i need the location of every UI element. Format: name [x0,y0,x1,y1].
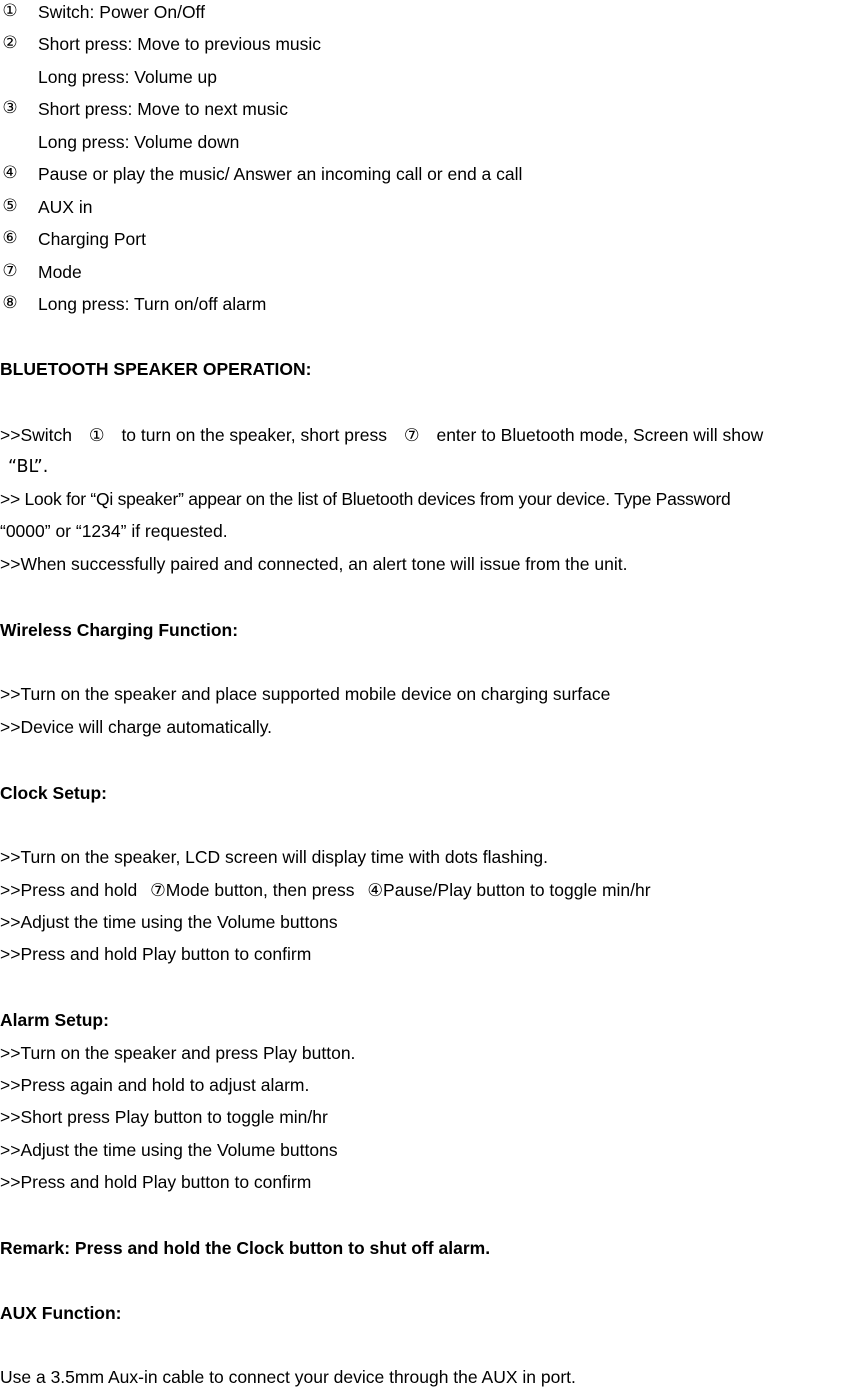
text-span: enter to Bluetooth mode, Screen will show [436,425,764,445]
control-description: Pause or play the music/ Answer an incoming call or end a call [38,164,523,184]
text-span: ④Pause/Play button to toggle min/hr [367,880,651,900]
control-description: Charging Port [38,229,146,249]
clock-line-1: >>Turn on the speaker, LCD screen will display time with dots flashing. [0,847,548,867]
control-description: Short press: Move to next music [38,99,288,119]
wireless-line: >>Turn on the speaker and place supported mobile device on charging surface [0,684,611,704]
bluetooth-line-1-cont: “BL”. [8,457,49,477]
control-description: Long press: Volume down [38,132,240,152]
circled-number: ④ [2,163,18,183]
bluetooth-line-2-cont: “0000” or “1234” if requested. [0,521,228,541]
control-description: Long press: Turn on/off alarm [38,294,267,314]
bluetooth-line-1 [0,424,763,447]
remark: Remark: Press and hold the Clock button to shut off alarm. [0,1238,491,1258]
circled-number: ⑧ [2,293,18,313]
alarm-line: >>Adjust the time using the Volume buttons [0,1140,338,1160]
clock-heading: Clock Setup: [0,783,107,803]
control-description: Long press: Volume up [38,67,218,87]
circled-number: ② [2,33,18,53]
alarm-heading: Alarm Setup: [0,1010,109,1030]
text-span: >>Press and hold [0,880,138,900]
bluetooth-line-2: >> Look for “Qi speaker” appear on the list of Bluetooth devices from your device. Type Password [0,489,731,509]
control-description: AUX in [38,197,93,217]
aux-heading: AUX Function: [0,1303,122,1323]
circled-number: ⑥ [2,228,18,248]
alarm-line: >>Short press Play button to toggle min/hr [0,1107,328,1127]
circled-number: ⑦ [2,261,18,281]
text-span: ⑦Mode button, then press [150,880,355,900]
text-span: >>Switch [0,425,72,445]
circled-number: ① [2,1,18,21]
alarm-line: >>Turn on the speaker and press Play button. [0,1043,356,1063]
alarm-line: >>Press again and hold to adjust alarm. [0,1075,310,1095]
wireless-heading: Wireless Charging Function: [0,620,239,640]
control-description: Switch: Power On/Off [38,2,205,22]
alarm-line: >>Press and hold Play button to confirm [0,1172,312,1192]
circled-number: ① [88,426,105,446]
bluetooth-line-3: >>When successfully paired and connected, an alert tone will issue from the unit. [0,554,628,574]
control-description: Short press: Move to previous music [38,34,322,54]
circled-number: ⑤ [2,196,18,216]
clock-line-2 [0,879,651,901]
circled-number: ⑦ [403,426,420,446]
circled-number: ③ [2,98,18,118]
aux-line: Use a 3.5mm Aux-in cable to connect your device through the AUX in port. [0,1367,576,1387]
wireless-line: >>Device will charge automatically. [0,717,273,737]
clock-line-4: >>Press and hold Play button to confirm [0,944,312,964]
bluetooth-heading: BLUETOOTH SPEAKER OPERATION: [0,359,312,379]
text-span: to turn on the speaker, short press [121,425,388,445]
clock-line-3: >>Adjust the time using the Volume buttons [0,912,338,932]
control-description: Mode [38,262,82,282]
